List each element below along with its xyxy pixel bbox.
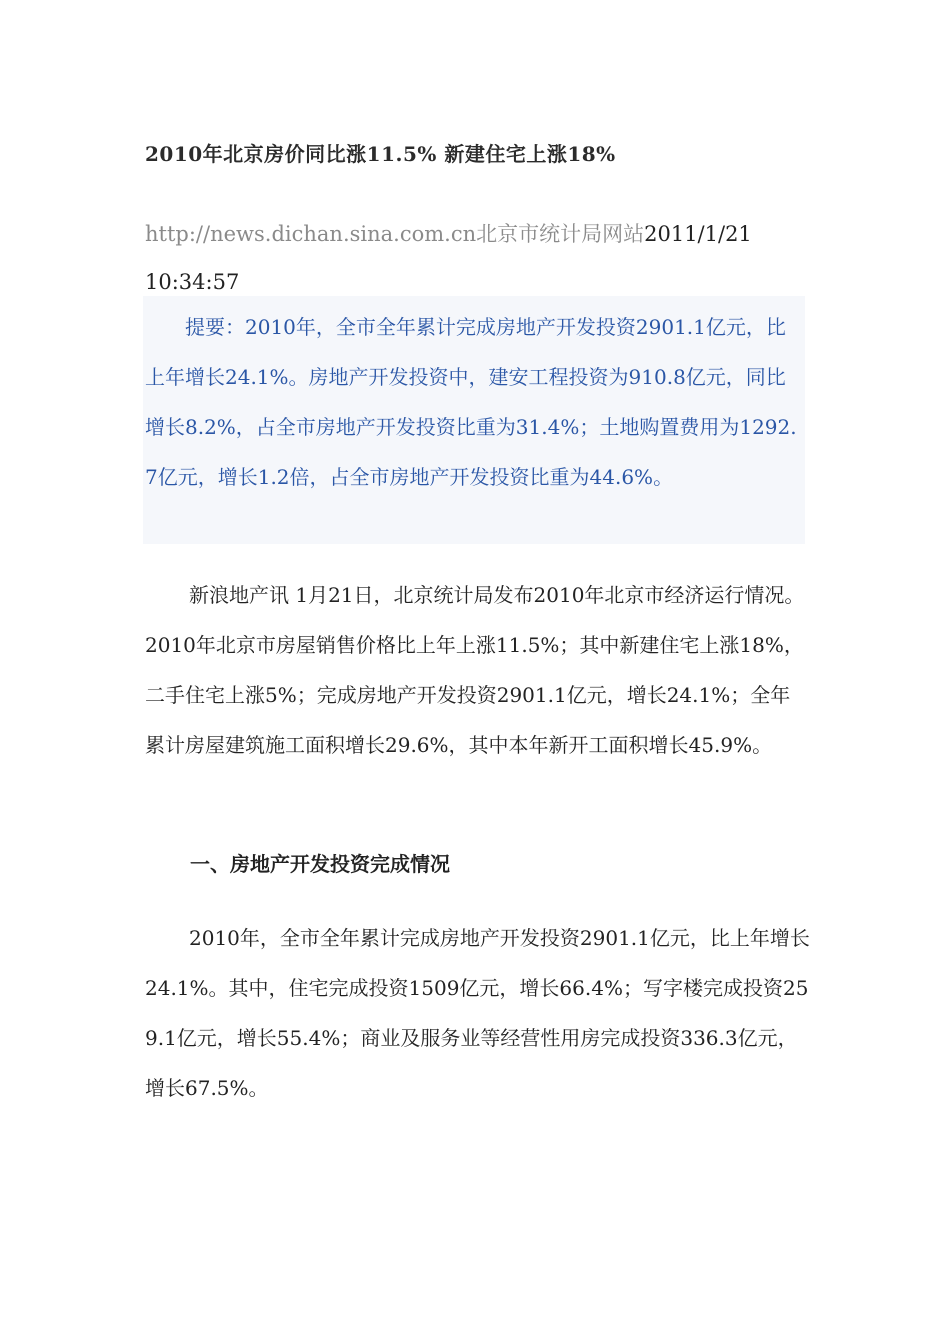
source-site: 北京市统计局网站 (476, 222, 645, 246)
paragraph-investment (145, 913, 810, 1113)
paragraph-intro-text: 新浪地产讯 1月21日，北京统计局发布2010年北京市经济运行情况。2010年北京市房屋销售价格比上年上涨11.5%；其中新建住宅上涨18%，二手住宅上涨5%；完成房地产开发投资2901.1亿元，增长24.1%；全年累计房屋建筑施工面积增长29.6%，其中本年新开工面积增长45.9%。 (145, 583, 805, 757)
source-url: http://news.dichan.sina.com.cn (145, 222, 477, 246)
publish-date: 2011/1/21 (644, 222, 752, 246)
paragraph-intro (145, 570, 810, 770)
summary-text: 提要：2010年，全市全年累计完成房地产开发投资2901.1亿元，比上年增长24.1%。房地产开发投资中，建安工程投资为910.8亿元，同比增长8.2%，占全市房地产开发投资比重为31.4%；土地购置费用为1292.7亿元，增长1.2倍，占全市房地产开发投资比重为44.6%。 (145, 315, 797, 489)
article-source-line (145, 210, 825, 306)
paragraph-investment-text: 2010年，全市全年累计完成房地产开发投资2901.1亿元，比上年增长24.1%。其中，住宅完成投资1509亿元，增长66.4%；写字楼完成投资259.1亿元，增长55.4%；商业及服务业等经营性用房完成投资336.3亿元，增长67.5%。 (145, 926, 810, 1100)
publish-time: 10:34:57 (145, 270, 240, 294)
article-title: 2010年北京房价同比涨11.5% 新建住宅上涨18% (145, 142, 616, 166)
section-heading: 一、房地产开发投资完成情况 (190, 852, 450, 876)
article-summary-box (143, 296, 805, 544)
